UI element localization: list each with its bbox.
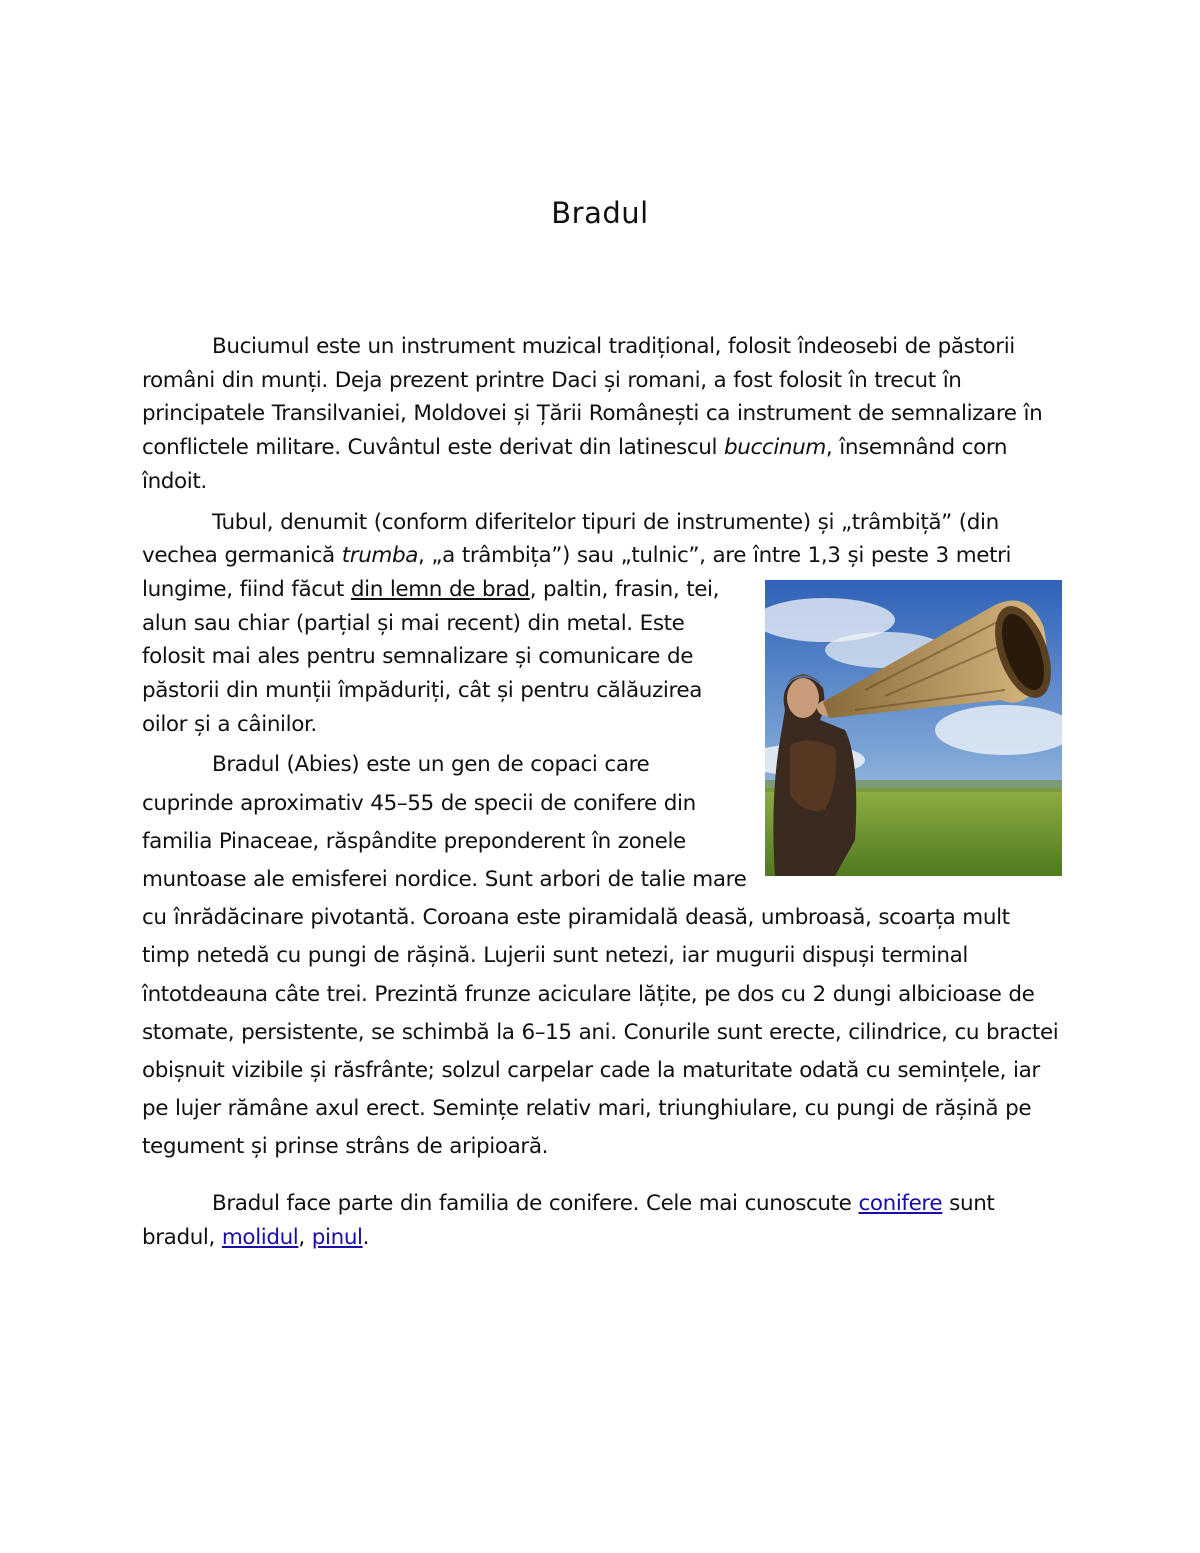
paragraph-tubul: Tubul, denumit (conform diferitelor tipuri de instrumente) și „trâmbiță” (din vechea germanică trumba, „a trâmbița”) sau „tulnic”, are între 1,3 și peste 3 metri lungime, fiind făcut din lemn de brad , paltin, frasin, tei, alun sau chiar (parțial și mai recent) din metal. Este folosit mai ales pentru semnalizare și comunicare de păstorii din munții împăduriți, cât și pentru călăuzirea oilor și a câinilor. <box>142 506 1060 742</box>
paragraph-conifere: Bradul face parte din familia de conifere. Cele mai cunoscute conifere sunt bradul, molidul, pinul. <box>142 1190 995 1251</box>
paragraph-bradul-abies: Bradul (Abies) este un gen de copaci care cuprinde aproximativ 45–55 de specii de conifere din familia Pinaceae, răspândite preponderent în zonele muntoase ale emisferei nordice. Sunt arbori de talie mare cu înrădăcinare pivotantă. Coroana este piramidală deasă, umbroasă, scoarța mult timp netedă cu pungi de rășină. Lujerii sunt netezi, iar mugurii dispuși terminal întotdeauna câte trei. Prezintă frunze aciculare lățite, pe dos cu 2 dungi albicioase de stomate, persistente, se schimbă la 6–15 ani. Conurile sunt erecte, cilindrice, cu bractei obișnuit vizibile și răsfrânte; solzul carpelar cade la maturitate odată cu semințele, iar pe lujer rămâne axul erect. Semințe relativ mari, triunghiulare, cu pungi de rășină pe tegument și prinse strâns de aripioară. <box>142 752 1059 1160</box>
link-pinul[interactable]: pinul <box>311 1225 363 1251</box>
document-body <box>142 330 1060 1256</box>
italic-trumba: trumba <box>341 543 418 569</box>
paragraph-buciumul: Buciumul este un instrument muzical tradițional, folosit îndeosebi de păstorii români din munți. Deja prezent printre Daci și romani, a fost folosit în trecut în principatele Transilvaniei, Moldovei și Țării Românești ca instrument de semnalizare în conflictele militare. Cuvântul este derivat din latinescul buccinum, însemnând corn îndoit. <box>142 334 1043 494</box>
italic-buccinum: buccinum <box>724 435 826 461</box>
bucium-photo <box>765 580 1062 876</box>
link-conifere[interactable]: conifere <box>858 1190 943 1216</box>
underlined-din-lemn-de-brad: din lemn de brad <box>350 576 530 602</box>
document-title: Bradul <box>551 196 649 230</box>
link-molidul[interactable]: molidul <box>221 1225 299 1251</box>
